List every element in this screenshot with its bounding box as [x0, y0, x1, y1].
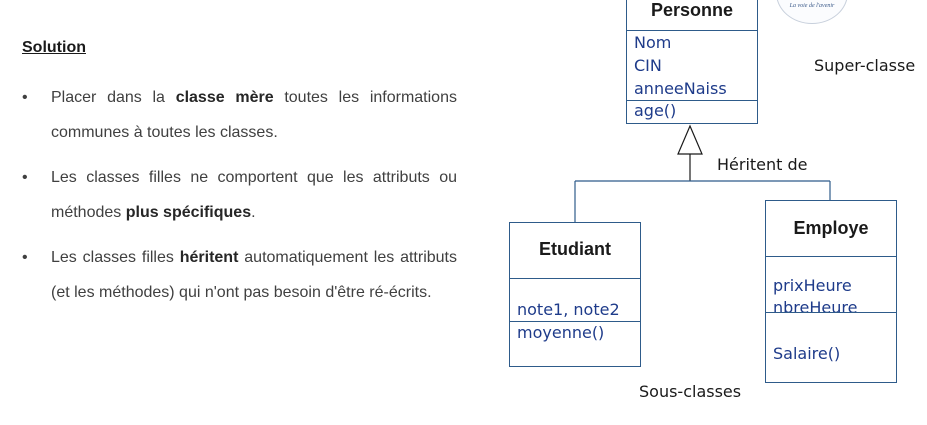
method-age: age() [634, 101, 677, 120]
class-etudiant-method-separator [509, 321, 641, 322]
bullet-text-post: . [251, 204, 256, 221]
class-personne-name: Personne [650, 0, 734, 20]
class-etudiant-separator [509, 278, 641, 279]
bullet-text-pre: Les classes filles ne comportent que les attributs ou méthodes [51, 169, 457, 221]
method-salaire: Salaire() [773, 344, 841, 363]
logo-text: La voie de l'avenir [789, 3, 835, 9]
attribute-nbre-heure: nbreHeure [773, 298, 858, 317]
class-etudiant-name: Etudiant [539, 239, 611, 259]
bullet-dot: • [22, 89, 28, 106]
bullet-text-bold: classe mère [175, 89, 274, 106]
attribute-nom: Nom [634, 33, 672, 52]
sous-classes-label: Sous-classes [639, 382, 742, 401]
bullet-text-pre: Placer dans la [51, 89, 176, 106]
bullet-dot: • [22, 169, 28, 186]
bullet-text-post: automatiquement les attributs (et les méthodes) qui n'ont pas besoin d'être ré-écrits. [51, 249, 457, 301]
bullet-dot: • [22, 249, 28, 266]
class-employe-method-separator [765, 312, 897, 313]
class-employe-name: Employe [793, 218, 869, 238]
attribute-prix-heure: prixHeure [773, 276, 852, 295]
heritent-de-label: Héritent de [717, 155, 808, 174]
bullet-text-pre: Les classes filles [51, 249, 180, 266]
super-classe-label: Super-classe [814, 56, 916, 75]
bullet-text-post: toutes les informations communes à toutes les classes. [51, 89, 457, 141]
bullet-text-bold: plus spécifiques [125, 204, 252, 221]
bullet-text-bold: héritent [179, 249, 239, 266]
method-moyenne: moyenne() [517, 323, 605, 342]
attribute-cin: CIN [634, 56, 662, 75]
class-employe-separator [765, 256, 897, 257]
solution-heading: Solution [22, 39, 86, 56]
attribute-annee-naiss: anneeNaiss [634, 79, 727, 98]
class-personne-separator [626, 30, 758, 31]
attributes-notes: note1, note2 [517, 300, 620, 319]
inheritance-arrowhead [678, 126, 702, 154]
